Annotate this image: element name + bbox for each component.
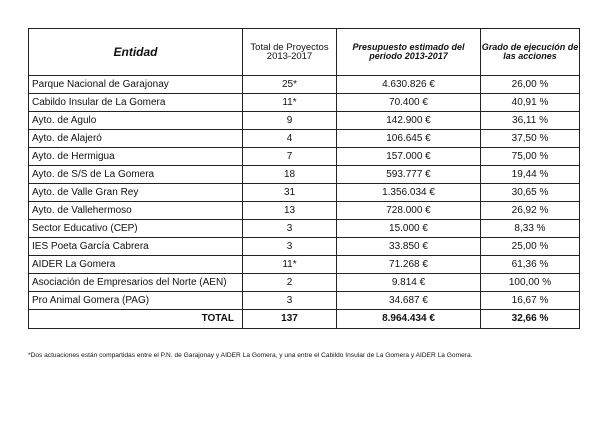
table-row: [29, 148, 580, 166]
table-row: [29, 220, 580, 238]
header-presupuesto-line2: periodo 2013-2017: [369, 51, 448, 61]
cell-presupuesto: 157.000 €: [337, 148, 481, 166]
table-row: [29, 238, 580, 256]
total-row: [29, 310, 580, 329]
cell-presupuesto: 15.000 €: [337, 220, 481, 238]
cell-proyectos: 9: [243, 112, 337, 130]
table-row: [29, 112, 580, 130]
cell-entidad: Pro Animal Gomera (PAG): [29, 292, 243, 310]
cell-presupuesto: 593.777 €: [337, 166, 481, 184]
cell-proyectos: 3: [243, 220, 337, 238]
footnote: *Dos actuaciones están compartidas entre el P.N. de Garajonay y AIDER La Gomera, y una entre el Cabildo Insular de La Gomera y AIDER La Gomera.: [28, 352, 473, 359]
cell-presupuesto: 728.000 €: [337, 202, 481, 220]
cell-grado: 40,91 %: [481, 94, 580, 112]
cell-entidad: Parque Nacional de Garajonay: [29, 76, 243, 94]
cell-entidad: AIDER La Gomera: [29, 256, 243, 274]
projects-table: [28, 28, 580, 329]
cell-entidad: Ayto. de Agulo: [29, 112, 243, 130]
table-row: [29, 292, 580, 310]
cell-grado: 61,36 %: [481, 256, 580, 274]
total-presupuesto: 8.964.434 €: [337, 310, 481, 329]
cell-entidad: Ayto. de Hermigua: [29, 148, 243, 166]
cell-grado: 75,00 %: [481, 148, 580, 166]
cell-proyectos: 4: [243, 130, 337, 148]
total-label: TOTAL: [29, 310, 243, 329]
cell-entidad: IES Poeta García Cabrera: [29, 238, 243, 256]
cell-grado: 16,67 %: [481, 292, 580, 310]
cell-entidad: Ayto. de Alajeró: [29, 130, 243, 148]
cell-entidad: Ayto. de Vallehermoso: [29, 202, 243, 220]
cell-proyectos: 25*: [243, 76, 337, 94]
cell-proyectos: 11*: [243, 94, 337, 112]
header-proyectos-line1: Total de Proyectos: [250, 41, 329, 53]
cell-entidad: Asociación de Empresarios del Norte (AEN): [29, 274, 243, 292]
cell-proyectos: 11*: [243, 256, 337, 274]
table-row: [29, 166, 580, 184]
cell-proyectos: 3: [243, 238, 337, 256]
cell-grado: 25,00 %: [481, 238, 580, 256]
cell-presupuesto: 71.268 €: [337, 256, 481, 274]
table-row: [29, 94, 580, 112]
cell-entidad: Ayto. de S/S de La Gomera: [29, 166, 243, 184]
header-entidad: Entidad: [29, 29, 243, 76]
cell-entidad: Sector Educativo (CEP): [29, 220, 243, 238]
cell-entidad: Ayto. de Valle Gran Rey: [29, 184, 243, 202]
table-header-row: [29, 29, 580, 76]
cell-presupuesto: 142.900 €: [337, 112, 481, 130]
cell-proyectos: 31: [243, 184, 337, 202]
cell-proyectos: 13: [243, 202, 337, 220]
cell-proyectos: 18: [243, 166, 337, 184]
cell-grado: 8,33 %: [481, 220, 580, 238]
cell-presupuesto: 70.400 €: [337, 94, 481, 112]
header-grado-line2: las acciones: [503, 51, 557, 61]
cell-presupuesto: 34.687 €: [337, 292, 481, 310]
header-proyectos-line2: 2013-2017: [266, 51, 313, 62]
total-proyectos: 137: [243, 310, 337, 329]
cell-proyectos: 7: [243, 148, 337, 166]
cell-presupuesto: 33.850 €: [337, 238, 481, 256]
table-row: [29, 184, 580, 202]
total-grado: 32,66 %: [481, 310, 580, 329]
table-row: [29, 202, 580, 220]
cell-grado: 30,65 %: [481, 184, 580, 202]
header-presupuesto-line1: Presupuesto estimado del: [352, 42, 465, 52]
cell-presupuesto: 1.356.034 €: [337, 184, 481, 202]
cell-presupuesto: 9.814 €: [337, 274, 481, 292]
header-presupuesto: [337, 29, 481, 76]
table-row: [29, 256, 580, 274]
table-row: [29, 130, 580, 148]
cell-grado: 26,00 %: [481, 76, 580, 94]
cell-presupuesto: 4.630.826 €: [337, 76, 481, 94]
cell-grado: 19,44 %: [481, 166, 580, 184]
cell-presupuesto: 106.645 €: [337, 130, 481, 148]
cell-grado: 26,92 %: [481, 202, 580, 220]
cell-grado: 100,00 %: [481, 274, 580, 292]
cell-grado: 37,50 %: [481, 130, 580, 148]
cell-grado: 36,11 %: [481, 112, 580, 130]
header-grado-line1: Grado de ejecución de: [481, 42, 579, 52]
cell-proyectos: 3: [243, 292, 337, 310]
cell-entidad: Cabildo Insular de La Gomera: [29, 94, 243, 112]
header-proyectos: [243, 29, 337, 76]
projects-table-container: [28, 28, 580, 329]
header-grado: [481, 29, 580, 76]
table-row: [29, 76, 580, 94]
cell-proyectos: 2: [243, 274, 337, 292]
table-row: [29, 274, 580, 292]
